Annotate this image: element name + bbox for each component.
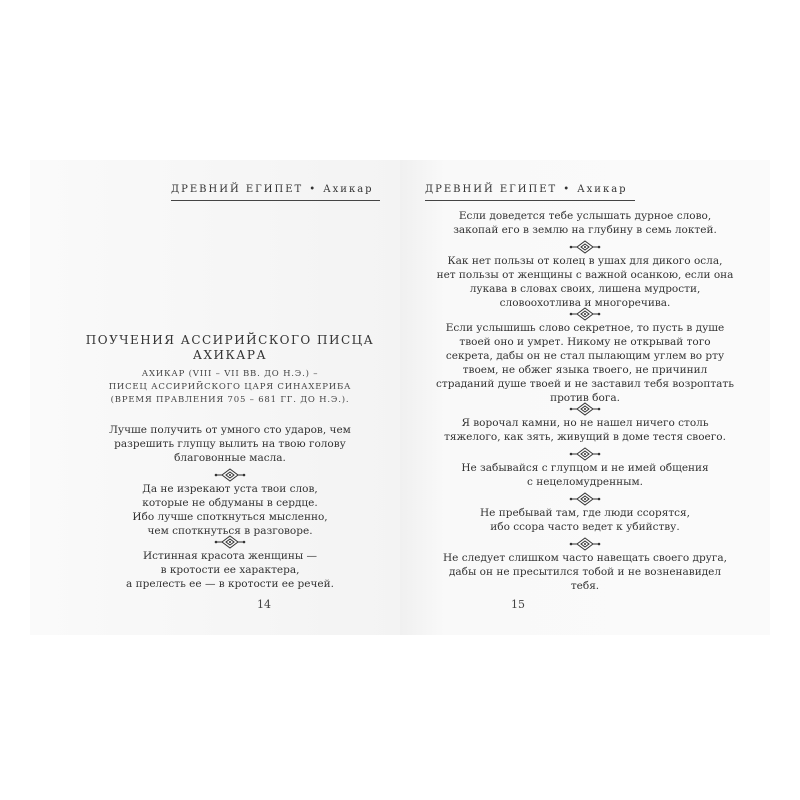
chapter-title-line: АХИКАРА [192,348,268,362]
saying [30,423,400,465]
saying [400,506,770,534]
saying [400,209,770,237]
saying-line: а прелесть ее — в кротости ее речей. [126,578,334,590]
ornament-divider [400,401,770,415]
subtitle-line: ПИСЕЦ АССИРИЙСКОГО ЦАРЯ СИНАХЕРИБА [108,382,352,392]
subtitle-line: (ВРЕМЯ ПРАВЛЕНИЯ 705 – 681 ГГ. ДО Н.Э.). [110,395,350,405]
saying-line: Ибо лучше споткнуться мысленно, [132,511,328,523]
saying-line: Я ворочал камни, но не нашел ничего столь [461,417,709,429]
ornament-divider [30,534,400,548]
page-number: 14 [257,598,271,611]
saying-line: Как нет пользы от колец в ушах для дикого осла, [447,255,723,267]
saying-line: с нецеломудренным. [527,476,643,488]
saying [400,416,770,444]
saying-line: Не забывайся с глупцом и не имей общения [461,462,709,474]
saying [400,254,770,310]
saying [30,549,400,591]
header-separator: • [309,184,318,195]
running-header [425,184,635,201]
saying-line: тяжелого, как зять, живущий в доме тестя своего. [444,431,726,443]
ornament-divider [400,536,770,550]
saying-line: секрета, дабы он не стал пылающим углем во рту [445,350,725,362]
saying-line: Не следует слишком часто навещать своего друга, [443,552,727,564]
ornament-divider [400,491,770,505]
chapter-subtitle [30,368,400,407]
saying [30,482,400,538]
saying-line: чем споткнуться в разговоре. [147,525,313,537]
saying [400,461,770,489]
ornament-divider [400,239,770,253]
saying [400,551,770,593]
saying-line: Если услышишь слово секретное, то пусть в душе [445,322,725,334]
header-name: Ахикар [323,184,374,195]
saying-line: нет пользы от женщины с важной осанкою, если она [436,269,734,281]
header-section: ДРЕВНИЙ ЕГИПЕТ [171,184,304,195]
subtitle-line: АХИКАР (VIII – VII ВВ. ДО Н.Э.) – [141,369,319,379]
saying-line: Лучше получить от умного сто ударов, чем [109,424,351,436]
saying-line: твоем, не обжег языка твоего, не причинил [462,364,708,376]
saying-line: твоей оно и умрет. Никому не открывай того [459,336,711,348]
saying-line: Истинная красота женщины — [142,550,318,562]
ornament-divider [30,467,400,481]
saying-line: лукава в словах своих, лишена мудрости, [469,283,701,295]
saying-line: Не пребывай там, где люди ссорятся, [480,507,690,519]
header-name: Ахикар [577,184,628,195]
ornament-divider [400,306,770,320]
saying-line: которые не обдуманы в сердце. [142,497,318,509]
chapter-title [30,333,400,363]
saying-line: страданий душе твоей и не заставил тебя возроптать [436,378,734,390]
saying-line: в кротости ее характера, [160,564,300,576]
saying-line: против бога. [550,392,620,404]
ornament-divider [400,446,770,460]
header-separator: • [563,184,572,195]
saying-line: тебя. [570,580,600,592]
saying-line: разрешить глупцу вылить на твою голову [114,438,346,450]
saying-line: Да не изрекают уста твои слов, [142,483,318,495]
right-page [400,160,770,635]
header-section: ДРЕВНИЙ ЕГИПЕТ [425,184,558,195]
saying-line: дабы он не пресытился тобой и не возненавидел [448,566,722,578]
left-page [30,160,400,635]
running-header [171,184,380,201]
saying-line: Если доведется тебе услышать дурное слово, [458,210,712,222]
page-number: 15 [511,598,525,611]
saying-line: словоохотлива и многоречива. [499,297,671,309]
chapter-title-line: ПОУЧЕНИЯ АССИРИЙСКОГО ПИСЦА [85,333,375,347]
saying-line: закопай его в землю на глубину в семь локтей. [453,224,717,236]
saying-line: благовонные масла. [174,452,286,464]
saying [400,321,770,405]
saying-line: ибо ссора часто ведет к убийству. [490,521,680,533]
